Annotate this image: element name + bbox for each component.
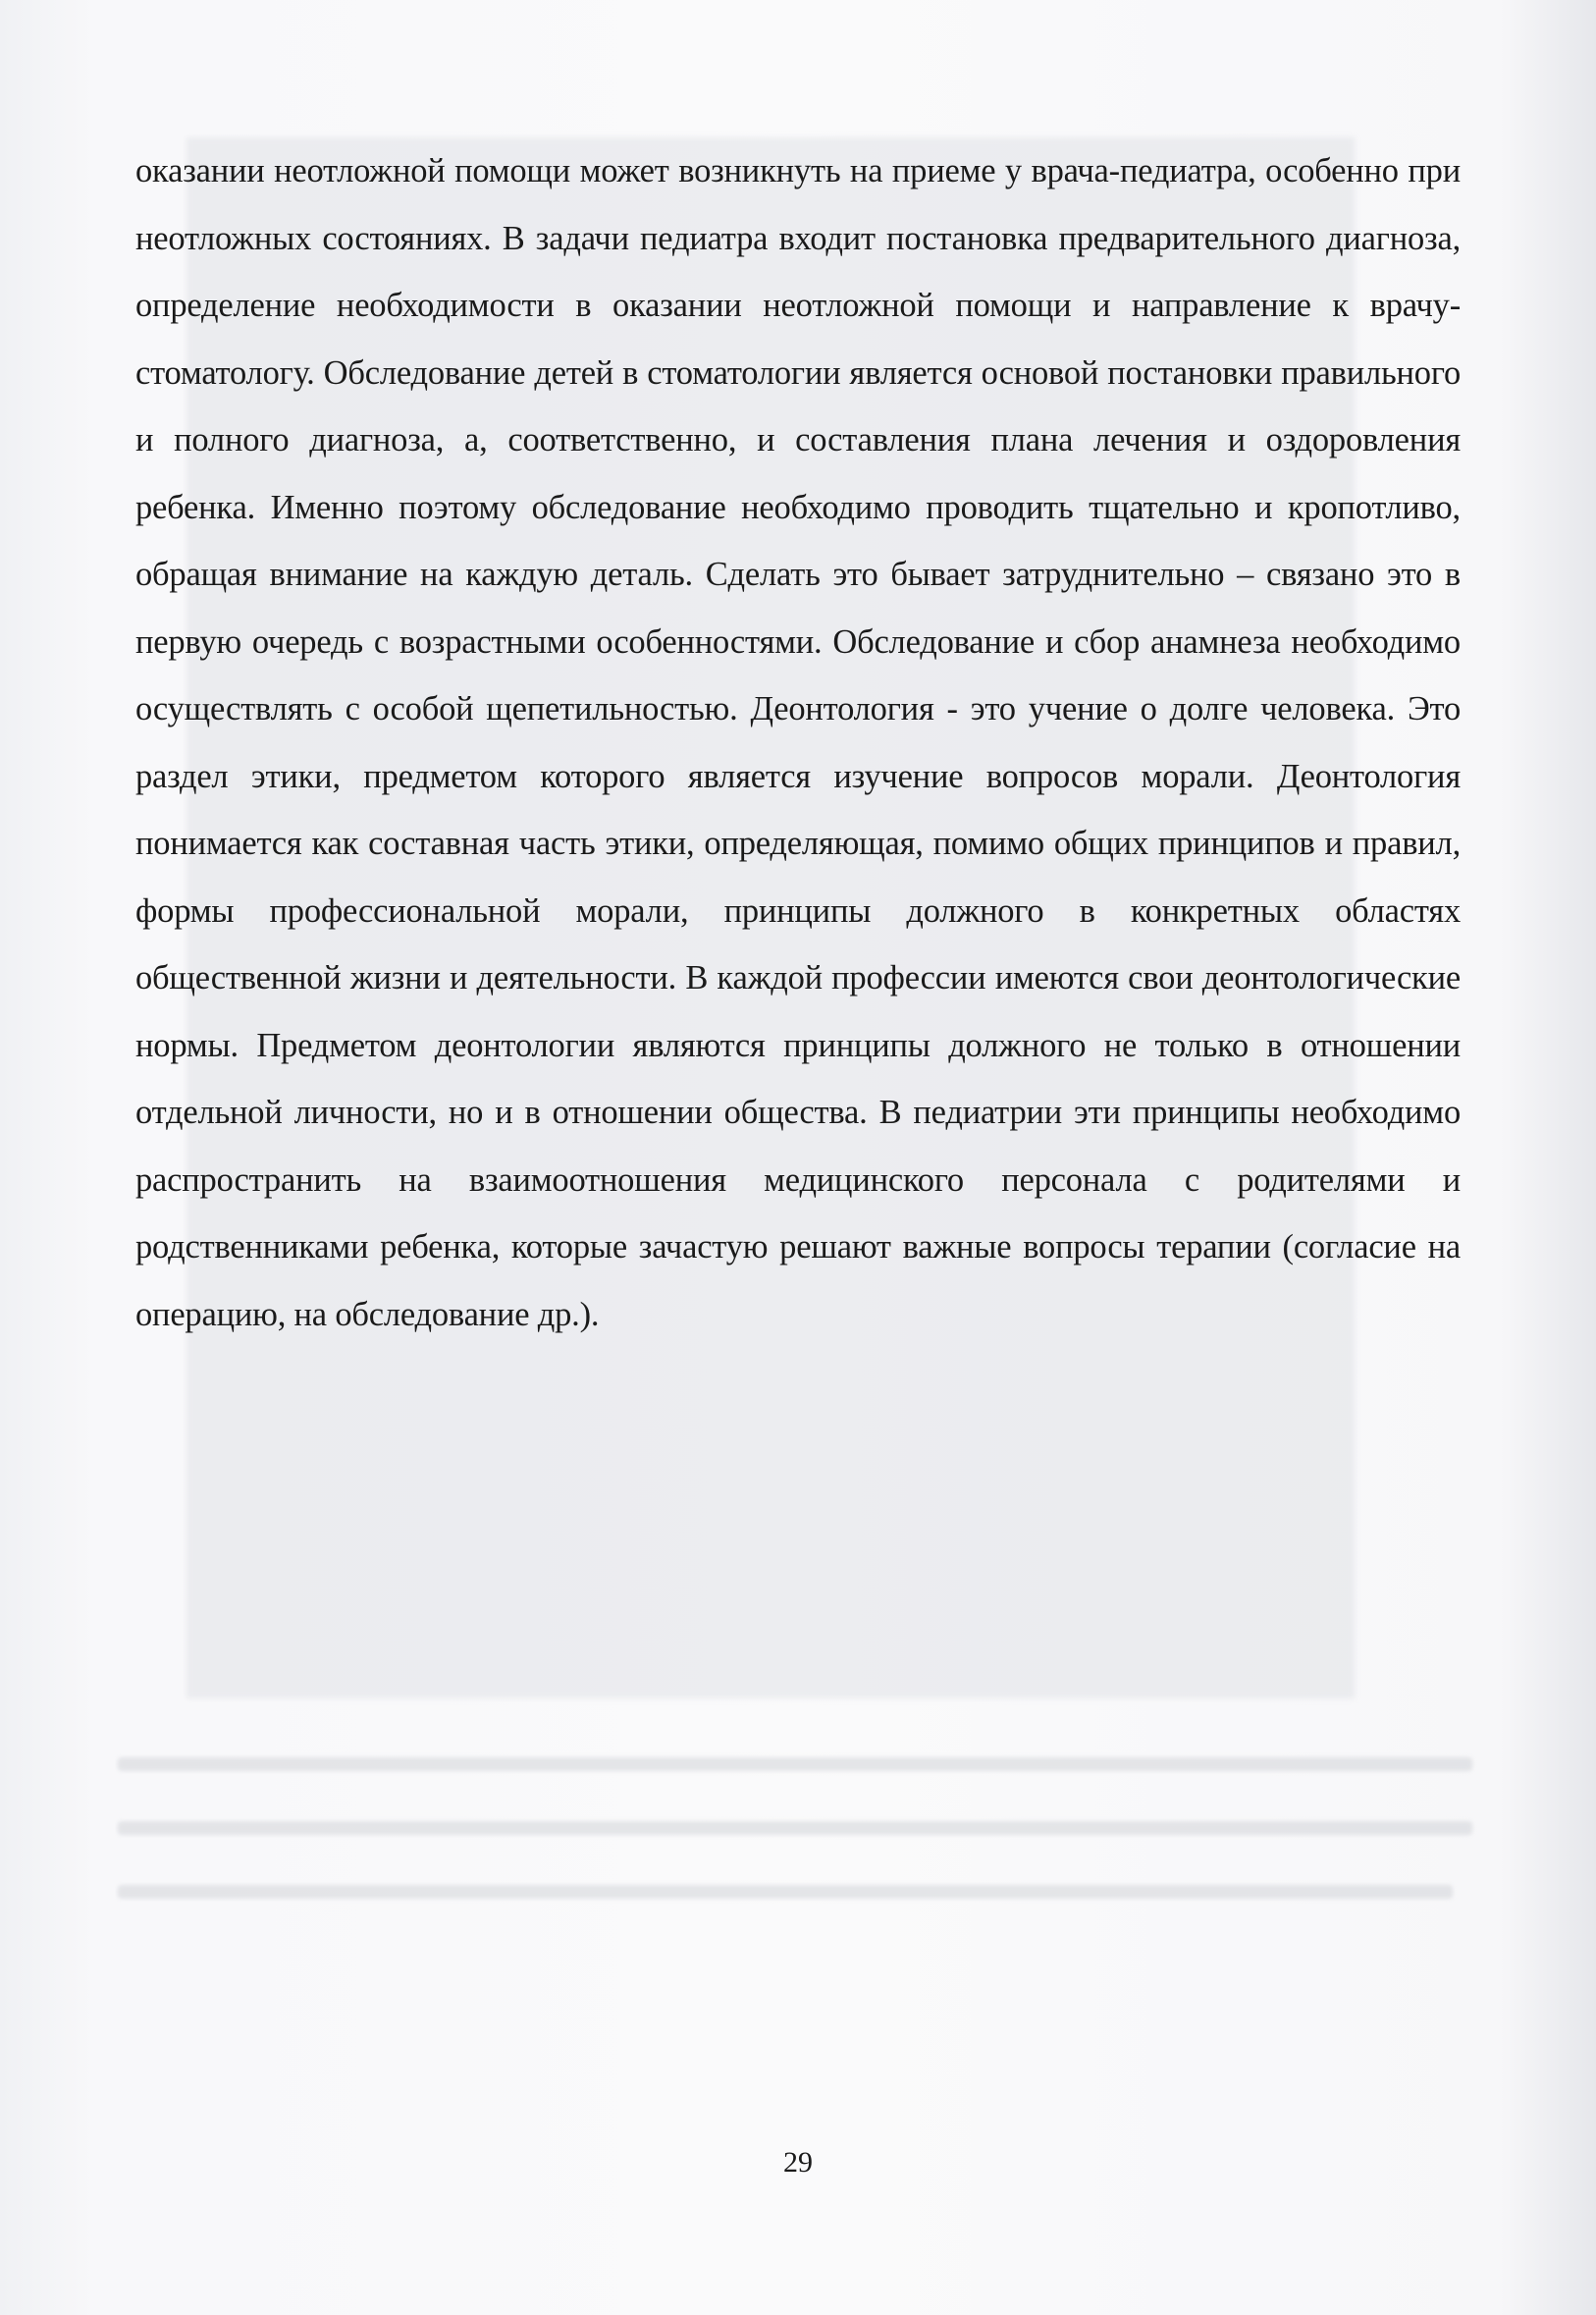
- page-number: 29: [783, 2146, 813, 2179]
- show-through-line: [118, 1757, 1472, 1771]
- show-through-line: [118, 1885, 1453, 1899]
- body-paragraph: оказании неотложной помощи может возникнуть на приеме у врача-педиатра, особенно при неотложных состояниях. В задачи педиатра входит постановка предварительного диагноза, определение необходимости в оказании неотложной помощи и направление к врачу-стоматологу. Обследование детей в стоматологии является основой постановки правильного и полного диагноза, а, соответственно, и составления плана лечения и оздоровления ребенка. Именно поэтому обследование необходимо проводить тщательно и кропотливо, обращая внимание на каждую деталь. Сделать это бывает затруднительно – связано это в первую очередь с возрастными особенностями. Обследование и сбор анамнеза необходимо осуществлять с особой щепетильностью. Деонтология - это учение о долге человека. Это раздел этики, предметом которого является изучение вопросов морали. Деонтология понимается как составная часть этики, определяющая, помимо общих принципов и правил, формы профессиональной морали, принципы должного в конкретных областях общественной жизни и деятельности. В каждой профессии имеются свои деонтологические нормы. Предметом деонтологии являются принципы должного не только в отношении отдельной личности, но и в отношении общества. В педиатрии эти принципы необходимо распространить на взаимоотношения медицинского персонала с родителями и родственниками ребенка, которые зачастую решают важные вопросы терапии (согласие на операцию, на обследование др.).: [135, 152, 1461, 1333]
- show-through-line: [118, 1821, 1472, 1835]
